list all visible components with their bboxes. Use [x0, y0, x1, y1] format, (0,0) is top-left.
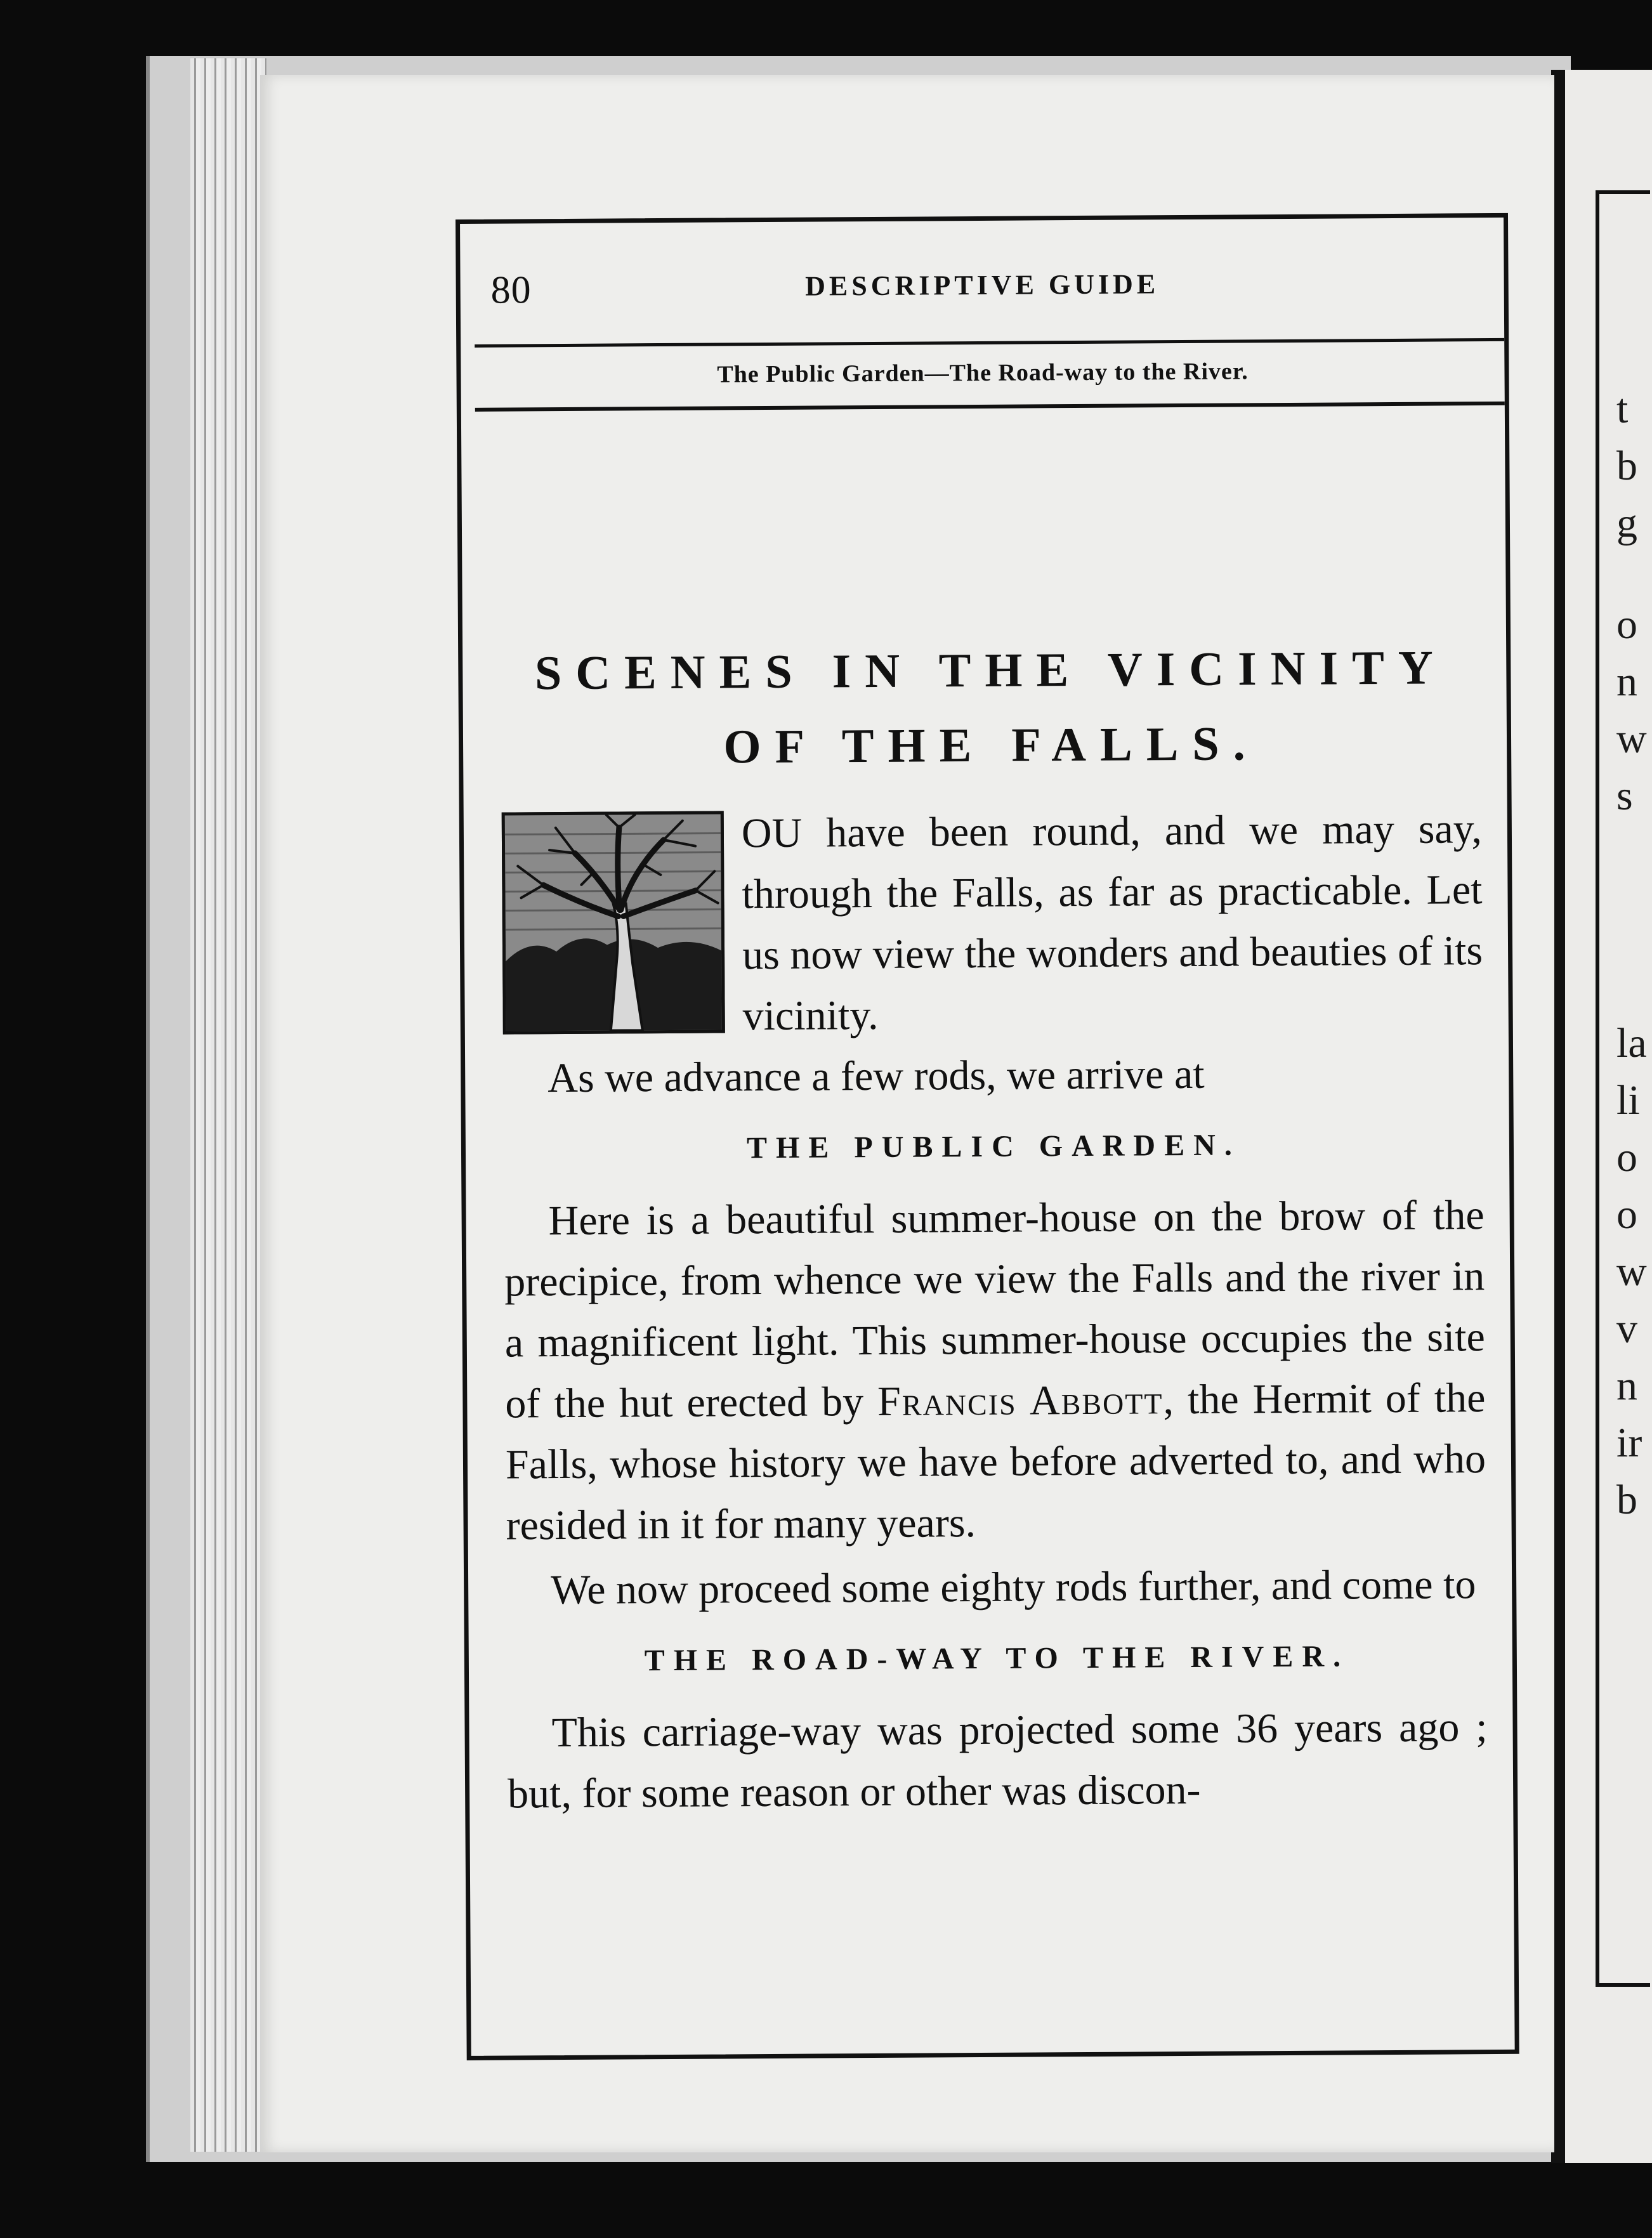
header-rule-bottom [475, 402, 1505, 412]
facing-page-fragment: n [1616, 1363, 1637, 1409]
page-number: 80 [490, 268, 532, 312]
facing-page-fragments [1616, 381, 1647, 1529]
advance-paragraph: As we advance a few rods, we arrive at [547, 1050, 1205, 1102]
chapter-title: SCENES IN THE VICINITY OF THE FALLS. [534, 641, 1448, 774]
facing-page-fragment: w [1616, 716, 1647, 762]
facing-page-fragment: o [1616, 1134, 1637, 1181]
facing-page-fragment: n [1616, 658, 1637, 705]
section-heading-road-way: THE ROAD-WAY TO THE RIVER. [644, 1639, 1350, 1678]
public-garden-text-a: Here is a beautiful summer-house on the brow of the precipice, from whence we view the Falls and the river in a magnificent light. This summer-house occupies the site of the hut erected by [504, 1192, 1486, 1427]
hermit-name: Francis Abbott [877, 1377, 1164, 1425]
running-title: DESCRIPTIVE GUIDE [805, 268, 1160, 302]
proceed-paragraph: We now proceed some eighty rods further, and come to [550, 1561, 1476, 1614]
tree-illustration-icon [502, 811, 725, 1034]
facing-page-fragment: b [1616, 1477, 1637, 1523]
facing-page-fragment: li [1616, 1077, 1640, 1123]
facing-page-fragment: o [1616, 1191, 1637, 1238]
running-head [460, 218, 1504, 388]
running-subtitle: The Public Garden—The Road-way to the River. [717, 358, 1249, 388]
public-garden-text-b: , the Hermit of the Falls, whose history we have before adverted to, and who resided in it for many years. [505, 1375, 1486, 1549]
facing-page-fragment: la [1616, 1020, 1647, 1066]
road-way-paragraph: This carriage-way was projected some 36 years ago ; but, for some reason or other was discon- [507, 1704, 1488, 1817]
public-garden-paragraph [504, 1185, 1486, 1556]
facing-page-fragment: b [1616, 443, 1637, 489]
facing-page-fragment: g [1616, 500, 1637, 546]
facing-page-fragment: ir [1616, 1420, 1642, 1466]
intro-block [502, 799, 1483, 1048]
text-frame [456, 213, 1519, 2060]
section-heading-public-garden: THE PUBLIC GARDEN. [746, 1128, 1241, 1165]
facing-page-fragment: w [1616, 1248, 1647, 1295]
header-rule-top [475, 338, 1504, 348]
facing-page-fragment: o [1616, 601, 1637, 648]
intro-paragraph: OU have been round, and we may say, through the Falls, as far as practicable. Let us now view the wonders and beauties of its vicinity. [741, 806, 1483, 1040]
facing-page-fragment: s [1616, 773, 1633, 819]
page-content [501, 630, 1488, 1824]
page-edges [190, 58, 266, 2152]
facing-page-fragment: t [1616, 386, 1629, 432]
facing-page-fragment: v [1616, 1306, 1637, 1352]
